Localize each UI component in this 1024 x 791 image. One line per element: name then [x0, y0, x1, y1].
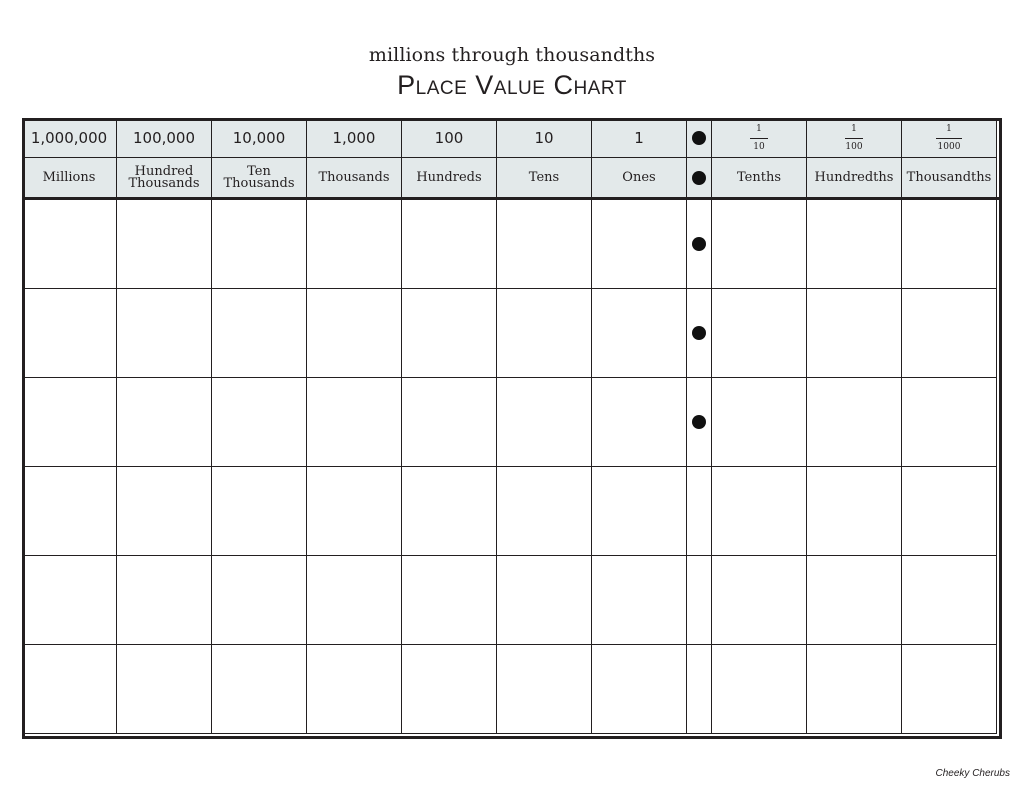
entry-cell[interactable]	[212, 645, 307, 734]
entry-cell[interactable]	[497, 289, 592, 378]
entry-cell[interactable]	[712, 200, 807, 289]
entry-cell[interactable]	[22, 645, 117, 734]
entry-cell[interactable]	[592, 556, 687, 645]
place-name-cell	[402, 158, 497, 198]
place-value-cell	[22, 118, 117, 158]
entry-cell[interactable]	[307, 200, 402, 289]
entry-cell[interactable]	[402, 378, 497, 467]
place-value-number: 100	[434, 128, 464, 147]
entry-cell[interactable]	[402, 289, 497, 378]
entry-cell[interactable]	[117, 467, 212, 556]
decimal-point-icon	[692, 237, 706, 251]
place-name-label: Thousands	[318, 169, 390, 185]
entry-cell[interactable]	[497, 645, 592, 734]
entry-cell[interactable]	[307, 467, 402, 556]
entry-cell[interactable]	[117, 378, 212, 467]
entry-cell[interactable]	[117, 556, 212, 645]
entry-cell[interactable]	[117, 200, 212, 289]
entry-cell[interactable]	[212, 378, 307, 467]
entry-cell[interactable]	[402, 467, 497, 556]
place-name-label: Tenths	[737, 169, 781, 185]
place-value-cell	[212, 118, 307, 158]
chart-subtitle: millions through thousandths	[368, 44, 656, 66]
place-name-label: Thousandths	[906, 169, 992, 185]
entry-cell[interactable]	[307, 378, 402, 467]
place-value-cell	[807, 118, 902, 158]
entry-cell[interactable]	[902, 556, 997, 645]
fraction	[750, 124, 768, 152]
place-value-number: 1	[634, 128, 644, 147]
place-value-cell	[497, 118, 592, 158]
fraction-bar	[845, 138, 863, 139]
place-name-label: Millions	[42, 169, 96, 185]
entry-cell[interactable]	[117, 289, 212, 378]
entry-cell[interactable]	[592, 289, 687, 378]
entry-cell[interactable]	[212, 467, 307, 556]
entry-cell[interactable]	[902, 467, 997, 556]
place-name-cell	[807, 158, 902, 198]
entry-cell[interactable]	[902, 200, 997, 289]
entry-cell[interactable]	[497, 556, 592, 645]
place-value-cell	[592, 118, 687, 158]
place-value-number: 100,000	[132, 128, 196, 147]
entry-cell[interactable]	[307, 645, 402, 734]
entry-cell[interactable]	[902, 645, 997, 734]
entry-cell[interactable]	[592, 378, 687, 467]
entry-cell[interactable]	[22, 467, 117, 556]
entry-cell[interactable]	[22, 289, 117, 378]
entry-cell[interactable]	[497, 467, 592, 556]
decimal-point-cell	[687, 158, 712, 198]
entry-cell[interactable]	[807, 289, 902, 378]
decimal-point-icon	[692, 171, 706, 185]
decimal-point-cell	[687, 378, 712, 467]
place-value-cell	[902, 118, 997, 158]
fraction-denominator: 100	[845, 141, 863, 152]
entry-cell[interactable]	[712, 467, 807, 556]
decimal-point-cell	[687, 118, 712, 158]
place-name-cell	[22, 158, 117, 198]
entry-cell[interactable]	[22, 200, 117, 289]
fraction-denominator: 1000	[937, 141, 961, 152]
place-value-table	[22, 118, 1002, 739]
entry-cell[interactable]	[807, 378, 902, 467]
place-value-number: 10	[534, 128, 554, 147]
entry-cell[interactable]	[307, 556, 402, 645]
fraction-numerator: 1	[851, 123, 857, 134]
decimal-point-cell	[687, 289, 712, 378]
brand-logo: Cheeky Cherubs	[935, 768, 1010, 779]
entry-cell[interactable]	[402, 645, 497, 734]
entry-cell[interactable]	[807, 645, 902, 734]
fraction-denominator: 10	[753, 141, 765, 152]
entry-cell[interactable]	[592, 200, 687, 289]
entry-cell[interactable]	[212, 556, 307, 645]
entry-cell[interactable]	[402, 200, 497, 289]
fraction-bar	[936, 138, 962, 139]
fraction-numerator: 1	[756, 123, 762, 134]
place-name-label: Tens	[528, 169, 560, 185]
entry-cell[interactable]	[712, 645, 807, 734]
entry-cell[interactable]	[902, 378, 997, 467]
entry-cell[interactable]	[497, 200, 592, 289]
entry-cell[interactable]	[712, 378, 807, 467]
place-name-cell	[117, 158, 212, 198]
place-value-number: 1,000,000	[30, 128, 108, 147]
entry-cell[interactable]	[592, 467, 687, 556]
place-value-cell	[117, 118, 212, 158]
header-divider	[22, 197, 1002, 200]
decimal-point-cell	[687, 556, 712, 645]
place-value-cell	[712, 118, 807, 158]
place-name-label: Ones	[622, 169, 656, 185]
fraction	[936, 124, 962, 152]
decimal-point-icon	[692, 131, 706, 145]
place-value-number: 10,000	[232, 128, 286, 147]
entry-cell[interactable]	[402, 556, 497, 645]
entry-cell[interactable]	[712, 289, 807, 378]
entry-cell[interactable]	[592, 645, 687, 734]
entry-cell[interactable]	[807, 200, 902, 289]
entry-cell[interactable]	[902, 289, 997, 378]
place-name-cell	[307, 158, 402, 198]
entry-cell[interactable]	[712, 556, 807, 645]
place-name-cell	[497, 158, 592, 198]
place-name-cell	[902, 158, 997, 198]
entry-cell[interactable]	[497, 378, 592, 467]
entry-cell[interactable]	[307, 289, 402, 378]
decimal-point-cell	[687, 200, 712, 289]
entry-cell[interactable]	[212, 200, 307, 289]
decimal-point-icon	[692, 415, 706, 429]
entry-cell[interactable]	[22, 378, 117, 467]
fraction	[845, 124, 863, 152]
place-name-label: Ten Thousands	[223, 163, 295, 191]
place-name-cell	[212, 158, 307, 198]
place-name-cell	[712, 158, 807, 198]
fraction-bar	[750, 138, 768, 139]
place-name-label: Hundredths	[814, 169, 894, 185]
fraction-numerator: 1	[946, 123, 952, 134]
entry-cell[interactable]	[22, 556, 117, 645]
entry-cell[interactable]	[807, 556, 902, 645]
place-name-label: Hundred Thousands	[128, 163, 200, 191]
chart-title: Place Value Chart	[397, 70, 627, 100]
place-name-cell	[592, 158, 687, 198]
place-name-label: Hundreds	[416, 169, 482, 185]
entry-cell[interactable]	[117, 645, 212, 734]
entry-cell[interactable]	[807, 467, 902, 556]
decimal-point-cell	[687, 645, 712, 734]
place-value-cell	[402, 118, 497, 158]
place-value-number: 1,000	[332, 128, 376, 147]
place-value-cell	[307, 118, 402, 158]
entry-cell[interactable]	[212, 289, 307, 378]
decimal-point-icon	[692, 326, 706, 340]
decimal-point-cell	[687, 467, 712, 556]
